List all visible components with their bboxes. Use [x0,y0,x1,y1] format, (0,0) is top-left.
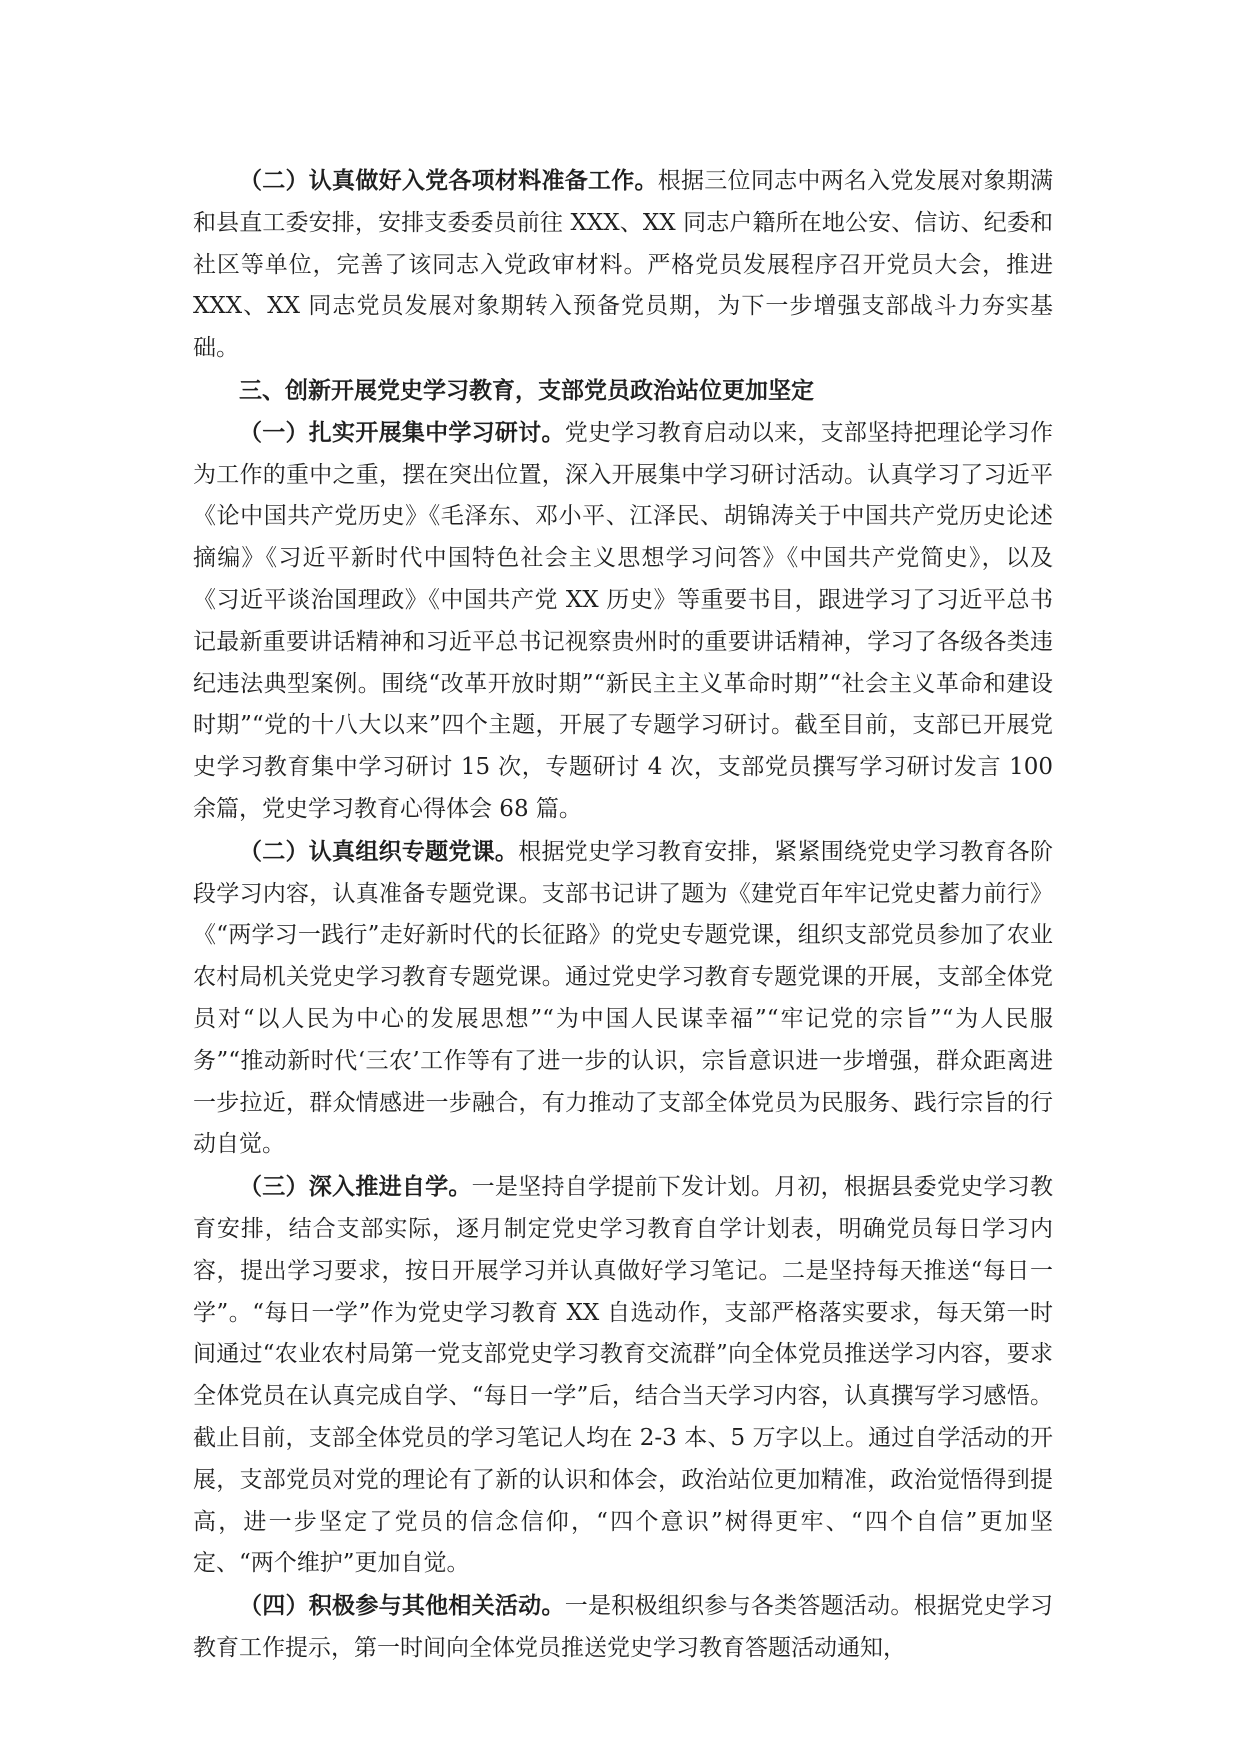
paragraph-collective-study [193,412,1053,831]
document-page [193,160,1053,1670]
paragraph-lead: （二）认真做好入党各项材料准备工作。 [239,167,658,194]
section-heading: 三、创新开展党史学习教育，支部党员政治站位更加坚定 [239,376,814,404]
paragraph-party-lecture [193,831,1053,1166]
paragraph-body: 根据党史学习教育安排，紧紧围绕党史学习教育各阶段学习内容，认真准备专题党课。支部书记讲了题为《建党百年牢记党史蓄力前行》《“两学习一践行”走好新时代的长征路》的党史专题党课，组织支部党员参加了农业农村局机关党史学习教育专题党课。通过党史学习教育专题党课的开展，支部全体党员对“以人民为中心的发展思想”“为中国人民谋幸福”“牢记党的宗旨”“为人民服务”“推动新时代‘三农’工作等有了进一步的认识，宗旨意识进一步增强，群众距离进一步拉近，群众情感进一步融合，有力推动了支部全体党员为民服务、践行宗旨的行动自觉。 [193,838,1054,1158]
paragraph-body: 党史学习教育启动以来，支部坚持把理论学习作为工作的重中之重，摆在突出位置，深入开展集中学习研讨活动。认真学习了习近平《论中国共产党历史》《毛泽东、邓小平、江泽民、胡锦涛关于中国共产党历史论述摘编》《习近平新时代中国特色社会主义思想学习问答》《中国共产党简史》，以及《习近平谈治国理政》《中国共产党 XX 历史》等重要书目，跟进学习了习近平总书记最新重要讲话精神和习近平总书记视察贵州时的重要讲话精神，学习了各级各类违纪违法典型案例。围绕“改革开放时期”“新民主主义革命时期”“社会主义革命和建设时期”“党的十八大以来”四个主题，开展了专题学习研讨。截至目前，支部已开展党史学习教育集中学习研讨 15 次，专题研讨 4 次，支部党员撰写学习研讨发言 100 余篇，党史学习教育心得体会 68 篇。 [193,419,1054,822]
paragraph-material-preparation [193,160,1053,370]
paragraph-lead: （二）认真组织专题党课。 [239,837,519,865]
paragraph-lead: （三）深入推进自学。 [239,1173,472,1201]
paragraph-self-study [193,1166,1053,1585]
paragraph-lead: （一）扎实开展集中学习研讨。 [239,418,565,446]
paragraph-lead: （四）积极参与其他相关活动。 [239,1592,565,1620]
paragraph-other-activities [193,1585,1053,1670]
paragraph-body: 根据三位同志中两名入党发展对象期满和县直工委安排，安排支委委员前往 XXX、XX 同志户籍所在地公安、信访、纪委和社区等单位，完善了该同志入党政审材料。严格党员发展程序召开党员大会，推进 XXX、XX 同志党员发展对象期转入预备党员期，为下一步增强支部战斗力夯实基础。 [193,168,1054,362]
paragraph-body: 一是坚持自学提前下发计划。月初，根据县委党史学习教育安排，结合支部实际，逐月制定党史学习教育自学计划表，明确党员每日学习内容，提出学习要求，按日开展学习并认真做好学习笔记。二是坚持每天推送“每日一学”。“每日一学”作为党史学习教育 XX 自选动作，支部严格落实要求，每天第一时间通过“农业农村局第一党支部党史学习教育交流群”向全体党员推送学习内容，要求全体党员在认真完成自学、“每日一学”后，结合当天学习内容，认真撰写学习感悟。截止目前，支部全体党员的学习笔记人均在 2-3 本、5 万字以上。通过自学活动的开展，支部党员对党的理论有了新的认识和体会，政治站位更加精准，政治觉悟得到提高，进一步坚定了党员的信念信仰，“四个意识”树得更牢、“四个自信”更加坚定、“两个维护”更加自觉。 [193,1174,1054,1577]
paragraph-body: 一是积极组织参与各类答题活动。根据党史学习教育工作提示，第一时间向全体党员推送党史学习教育答题活动通知， [193,1593,1054,1661]
